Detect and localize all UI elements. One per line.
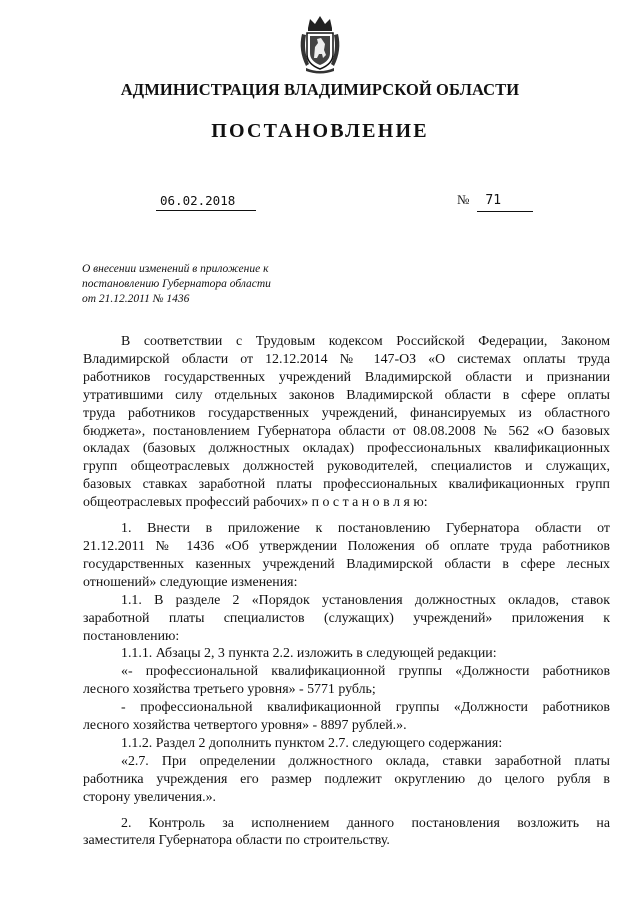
paragraph-line: заработной платы специалистов (служащих) учреждений» приложения к bbox=[83, 610, 610, 626]
paragraph-line: утратившими силу отдельных законов Владимирской области в сфере оплаты bbox=[83, 387, 610, 403]
paragraph-line: 1.1.1. Абзацы 2, 3 пункта 2.2. изложить в следующей редакции: bbox=[121, 646, 497, 662]
paragraph-quote-3 bbox=[83, 753, 610, 807]
document-type-title: ПОСТАНОВЛЕНИЕ bbox=[211, 120, 429, 142]
paragraph-line: лесного хозяйства четвертого уровня» - 8897 рублей.». bbox=[83, 718, 407, 734]
paragraph-line: 1. Внести в приложение к постановлению Губернатора области от bbox=[121, 521, 610, 537]
paragraph-line: лесного хозяйства третьего уровня» - 5771 рубль; bbox=[83, 682, 376, 698]
paragraph-line: заместителя Губернатора области по строительству. bbox=[83, 833, 390, 849]
paragraph-line: 1.1. В разделе 2 «Порядок установления должностных окладов, ставок bbox=[121, 592, 610, 608]
paragraph-line: «- профессиональной квалификационной группы «Должности работников bbox=[121, 664, 610, 680]
paragraph-gap bbox=[83, 512, 610, 520]
paragraph-line: В соответствии с Трудовым кодексом Российской Федерации, Законом bbox=[121, 334, 610, 349]
document-number-label: № bbox=[457, 192, 470, 207]
paragraph-line: окладах (базовых должностных окладах) профессиональных квалификационных bbox=[83, 441, 610, 457]
paragraph-line: государственных казенных учреждений Владимирской области в сфере лесных bbox=[83, 556, 610, 572]
document-number bbox=[457, 190, 533, 212]
paragraph-line: 2. Контроль за исполнением данного постановления возложить на bbox=[121, 815, 610, 831]
document-number-value: 71 bbox=[477, 191, 533, 212]
organization-title: АДМИНИСТРАЦИЯ ВЛАДИМИРСКОЙ ОБЛАСТИ bbox=[120, 80, 520, 99]
subject-line: постановлению Губернатора области bbox=[82, 278, 271, 290]
vladimir-region-coat-of-arms-icon bbox=[298, 14, 342, 74]
paragraph-item-2 bbox=[83, 815, 610, 851]
paragraph-line: бюджета», постановлением Губернатора области от 08.08.2008 № 562 «О базовых bbox=[83, 423, 610, 439]
subject-line: от 21.12.2011 № 1436 bbox=[82, 293, 190, 305]
paragraph-item-1-1 bbox=[83, 592, 610, 646]
paragraph-line: базовых ставках заработной платы профессиональных квалификационных групп bbox=[83, 477, 610, 493]
emblem-container bbox=[298, 14, 342, 74]
paragraph-line: Владимирской области от 12.12.2014 № 147-ОЗ «О системах оплаты труда bbox=[83, 351, 610, 367]
paragraph-line: 1.1.2. Раздел 2 дополнить пунктом 2.7. следующего содержания: bbox=[121, 735, 503, 751]
paragraph-line: общеотраслевых профессий рабочих» п о с т а н о в л я ю: bbox=[83, 495, 428, 511]
paragraph-line: труда работников государственных учреждений, финансируемых из областного bbox=[83, 405, 610, 421]
paragraph-line: работника учреждения его размер подлежит округлению до целого рубля в bbox=[83, 771, 610, 787]
paragraph-preamble bbox=[83, 333, 610, 512]
paragraph-line: сторону увеличения.». bbox=[83, 789, 216, 805]
paragraph-item-1 bbox=[83, 520, 610, 592]
document-body bbox=[83, 333, 610, 850]
document-date: 06.02.2018 bbox=[156, 192, 256, 211]
paragraph-quote-2 bbox=[83, 699, 610, 735]
document-subject bbox=[82, 262, 302, 307]
paragraph-line: постановлению: bbox=[83, 628, 180, 644]
paragraph-item-1-1-2 bbox=[83, 735, 610, 753]
paragraph-line: групп общеотраслевых должностей руководителей, специалистов и служащих, bbox=[83, 459, 610, 475]
paragraph-item-1-1-1 bbox=[83, 645, 610, 663]
paragraph-gap bbox=[83, 807, 610, 815]
paragraph-line: «2.7. При определении должностного оклада, ставки заработной платы bbox=[121, 753, 610, 769]
paragraph-line: работников государственных учреждений Владимирской области и признании bbox=[83, 369, 610, 385]
paragraph-quote-1 bbox=[83, 663, 610, 699]
paragraph-line: - профессиональной квалификационной группы «Должности работников bbox=[121, 700, 610, 716]
subject-line: О внесении изменений в приложение к bbox=[82, 263, 269, 275]
paragraph-line: 21.12.2011 № 1436 «Об утверждении Положения об оплате труда работников bbox=[83, 538, 610, 554]
paragraph-line: отношений» следующие изменения: bbox=[83, 574, 298, 590]
